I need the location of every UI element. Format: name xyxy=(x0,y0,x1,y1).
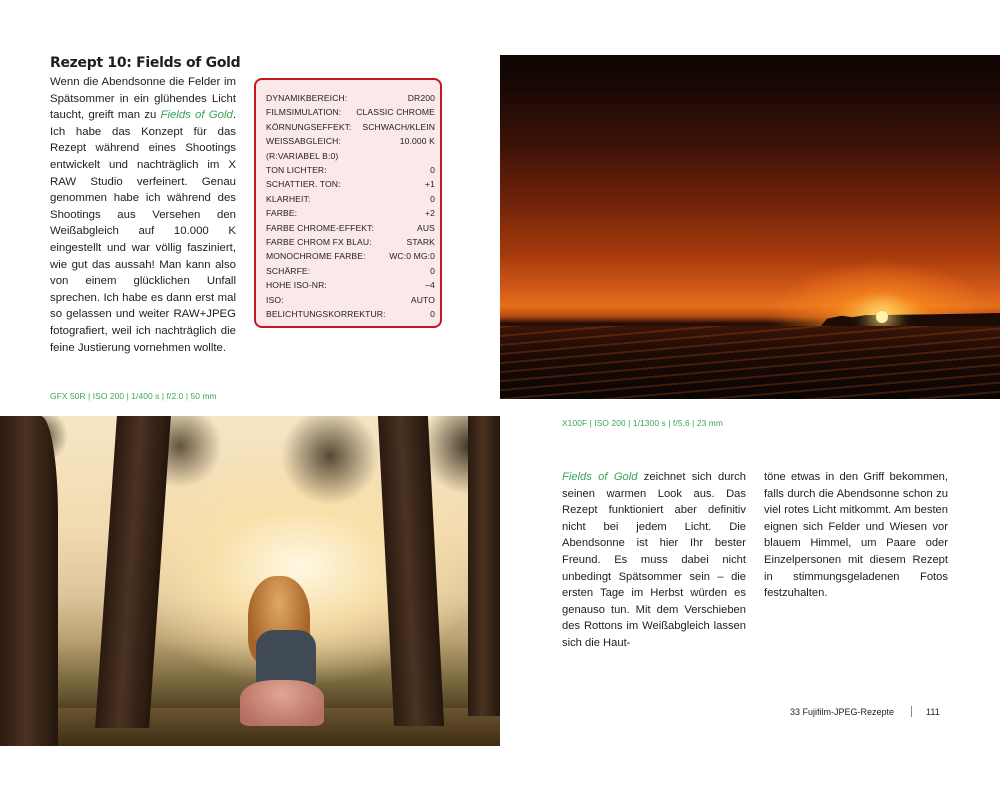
settings-row xyxy=(266,163,435,177)
settings-value: CLASSIC CHROME xyxy=(356,107,435,118)
settings-value: 0 xyxy=(430,265,435,276)
settings-row xyxy=(266,307,435,321)
footer-chapter: 33 Fujifilm-JPEG-Rezepte xyxy=(790,706,895,717)
settings-row xyxy=(266,206,435,220)
tree-trunk-right xyxy=(468,416,500,716)
settings-value: 0 xyxy=(430,193,435,204)
settings-value: 10.000 K xyxy=(399,136,435,147)
settings-row xyxy=(266,91,435,105)
settings-value: +2 xyxy=(425,208,435,219)
headland-silhouette xyxy=(820,313,1000,327)
settings-value: SCHWACH/KLEIN xyxy=(362,121,435,132)
settings-label: DYNAMIKBEREICH: xyxy=(266,93,348,103)
settings-label: FARBE: xyxy=(266,208,298,219)
settings-row xyxy=(266,278,435,292)
sunset-photo xyxy=(500,55,1000,399)
settings-label: FARBE CHROME-EFFEKT: xyxy=(266,222,374,233)
settings-label: ISO: xyxy=(266,294,284,305)
body-column-1 xyxy=(562,469,746,652)
settings-box xyxy=(254,78,442,328)
settings-row xyxy=(266,249,435,263)
settings-row xyxy=(266,105,435,119)
settings-label: BELICHTUNGSKORREKTUR: xyxy=(266,309,386,320)
girl-skirt xyxy=(240,680,324,726)
settings-value: STARK xyxy=(406,237,435,248)
settings-value: DR200 xyxy=(407,93,435,103)
settings-row xyxy=(266,134,435,148)
intro-recipe-name: Fields of Gold xyxy=(160,109,233,122)
settings-value: AUTO xyxy=(410,294,435,305)
settings-row xyxy=(266,120,435,134)
settings-row xyxy=(266,221,435,235)
settings-row xyxy=(266,177,435,191)
tree-trunk-left xyxy=(0,416,58,746)
body-column-2: töne etwas in den Griff bekommen, falls durch die Abendsonne schon zu viel rotes Licht mitkommt. Am besten eignen sich Felder und Wiesen vor blauem Himmel, um Paare oder Einzelpersonen mit diesem Rezept in stimmungsgeladenen Fotos festzuhalten. xyxy=(764,471,948,600)
settings-value: WC:0 MG:0 xyxy=(389,251,435,262)
settings-value: +1 xyxy=(425,179,435,190)
caption-left-photo: GFX 50R | ISO 200 | 1/400 s | f/2.0 | 50 mm xyxy=(50,391,217,401)
settings-value: –4 xyxy=(425,280,435,291)
settings-row xyxy=(266,235,435,249)
settings-label: HOHE ISO-NR: xyxy=(266,280,327,291)
intro-text-end: . Ich habe das Konzept für das Rezept während eines Shootings entwickelt und nachträglich im X RAW Studio verfeinert. Genau genommen habe ich während des Shootings aus Versehen den Weißabgleich auf 10.000 K eingestellt und war völlig fasziniert, wie gut das aussah! Man kann also von einem glücklichen Unfall sprechen. Ich habe es dann erst mal so gelassen und weiter RAW+JPEG fotografiert, weil ich nachträglich die feine Justierung vornehmen wollte. xyxy=(50,109,236,354)
settings-row xyxy=(266,293,435,307)
settings-label: TON LICHTER: xyxy=(266,165,327,176)
settings-row xyxy=(266,192,435,206)
settings-label: (R:VARIABEL B:0) xyxy=(266,150,339,161)
settings-label: SCHÄRFE: xyxy=(266,265,311,276)
page-number: 111 xyxy=(926,706,940,717)
settings-label: FILMSIMULATION: xyxy=(266,107,342,118)
intro-text-start: Wenn die Abendsonne die Felder im Spätsommer in ein glühendes Licht taucht, greift man zu xyxy=(50,76,236,122)
sea-water xyxy=(500,326,1000,399)
recipe-title: Rezept 10: Fields of Gold xyxy=(50,55,241,71)
settings-row xyxy=(266,149,435,163)
settings-label: FARBE CHROM FX BLAU: xyxy=(266,237,372,248)
settings-value: 0 xyxy=(430,309,435,320)
settings-label: KLARHEIT: xyxy=(266,193,311,204)
page-footer xyxy=(790,706,940,717)
settings-label: MONOCHROME FARBE: xyxy=(266,251,366,262)
girl-jacket xyxy=(256,630,316,686)
settings-label: SCHATTIER. TON: xyxy=(266,179,341,190)
body-recipe-name: Fields of Gold xyxy=(562,471,638,483)
intro-paragraph xyxy=(50,74,236,356)
settings-label: WEISSABGLEICH: xyxy=(266,136,341,147)
sun xyxy=(876,311,888,323)
settings-value: AUS xyxy=(417,222,435,233)
caption-right-photo: X100F | ISO 200 | 1/1300 s | f/5.6 | 23 mm xyxy=(562,418,723,428)
settings-list xyxy=(266,91,435,322)
settings-row xyxy=(266,264,435,278)
footer-separator xyxy=(911,706,912,717)
settings-label: KÖRNUNGSEFFEKT: xyxy=(266,121,352,132)
settings-value: 0 xyxy=(430,165,435,176)
body-column-1-text: zeichnet sich durch seinen warmen Look aus. Das Rezept funktioniert aber definitiv nicht bei jedem Licht. Die Abendsonne ist hier Ihr bester Freund. Es muss dabei nicht unbedingt Spätsommer sein – die ersten Tage im Herbst würden es genauso tun. Mit dem Verschieben des Rottons im Weißabgleich lassen sich die Haut- xyxy=(562,471,746,649)
